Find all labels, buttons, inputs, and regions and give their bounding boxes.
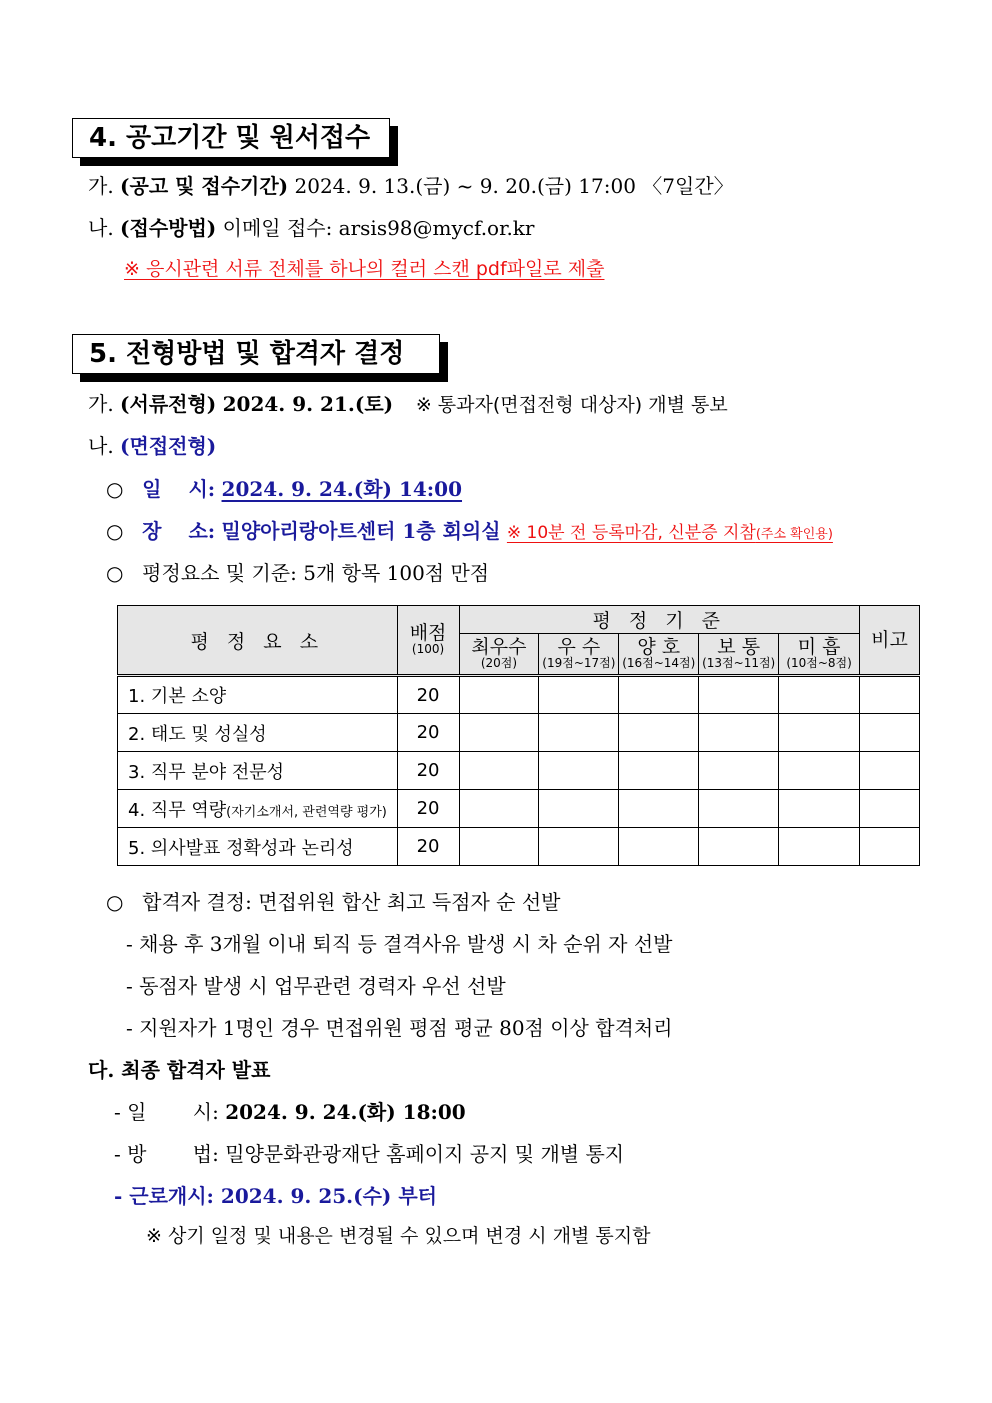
start-date: 2024. 9. 25.(수) 부터 [220,1184,437,1208]
grade-range: (13점~11점) [702,655,776,670]
header-grade [459,634,539,676]
table-row [118,828,920,866]
apply-method-line [88,218,535,238]
cell [459,676,539,714]
table-row [118,676,920,714]
grade-name: 최우수 [471,635,527,658]
row-label [118,714,398,752]
cell [860,790,920,828]
apply-method-value: 이메일 접수: arsis98@mycf.or.kr [222,216,535,240]
cell [539,790,619,828]
item-prefix: 나. [88,434,114,458]
table-row [118,714,920,752]
evaluation-table [117,605,920,866]
final-time-label: - 일 시: [114,1100,219,1124]
header-element: 평 정 요 소 [118,606,398,676]
header-score-total: (100) [411,641,445,656]
section-4-title [72,118,390,158]
table-row [118,752,920,790]
cell [699,676,779,714]
section-4-title-text: 4. 공고기간 및 원서접수 [89,123,371,153]
item-prefix: 가. [88,174,114,198]
row-score: 20 [397,790,459,828]
header-score-label: 배점 [409,621,447,644]
cell [779,828,860,866]
interview-time-value: 2024. 9. 24.(화) 14:00 [221,477,463,501]
row-label-text: 5. 의사발표 정확성과 논리성 [128,837,354,859]
final-method-line [114,1144,624,1164]
document-screening-line [88,394,728,415]
cell [539,752,619,790]
interview-line [88,436,216,456]
interview-time-label: 일 시: [142,477,216,501]
criteria-text: 평정요소 및 기준: 5개 항목 100점 만점 [142,561,490,585]
document-screening-label: (서류전형) [120,392,217,416]
header-criteria: 평 정 기 준 [459,606,860,634]
cell [539,676,619,714]
footer-note: ※ 상기 일정 및 내용은 변경될 수 있으며 변경 시 개별 통지함 [146,1225,651,1247]
row-label [118,828,398,866]
final-time-value: 2024. 9. 24.(화) 18:00 [225,1100,466,1124]
bullet-icon: ○ [106,561,124,585]
cell [459,790,539,828]
start-label: - 근로개시: [114,1184,214,1208]
decision-line [106,892,561,912]
item-prefix: 나. [88,216,114,240]
row-label-text: 1. 기본 소양 [128,686,227,707]
apply-note: ※ 응시관련 서류 전체를 하나의 컬러 스캔 pdf파일로 제출 [124,258,605,280]
row-label [118,790,398,828]
row-label-text: 2. 태도 및 성실성 [128,723,267,745]
recruit-period-label: (공고 및 접수기간) [120,174,289,198]
cell [539,714,619,752]
cell [619,714,699,752]
interview-label: (면접전형) [120,434,217,458]
cell [860,676,920,714]
document-screening-date: 2024. 9. 21.(토) [222,392,394,416]
row-label-text: 4. 직무 역량 [128,799,227,821]
row-label [118,752,398,790]
cell [779,714,860,752]
header-grade [539,634,619,676]
final-method-value: 밀양문화관광재단 홈페이지 공지 및 개별 통지 [225,1142,625,1166]
cell [860,828,920,866]
cell [860,752,920,790]
cell [699,790,779,828]
cell [860,714,920,752]
table-row [118,790,920,828]
cell [619,676,699,714]
recruit-period-line [88,176,734,196]
header-grade [619,634,699,676]
cell [779,676,860,714]
bullet-icon: ○ [106,519,124,543]
cell [459,714,539,752]
bullet-icon: ○ [106,477,124,501]
row-score: 20 [397,828,459,866]
final-method-label: - 방 법: [114,1142,219,1166]
interview-time-line [106,479,462,499]
cell [619,752,699,790]
cell [619,828,699,866]
start-line [114,1186,437,1206]
cell [699,752,779,790]
interview-place-value: 밀양아리랑아트센터 1층 회의실 [221,519,501,543]
header-score [397,606,459,676]
cell [459,828,539,866]
criteria-line [106,563,489,583]
decision-item: - 지원자가 1명인 경우 면접위원 평점 평균 80점 이상 합격처리 [126,1016,673,1040]
cell [539,828,619,866]
bullet-icon: ○ [106,890,124,914]
interview-place-note: ※ 10분 전 등록마감, 신분증 지참 [506,523,756,543]
cell [779,790,860,828]
document-screening-note: ※ 통과자(면접전형 대상자) 개별 통보 [415,394,728,416]
grade-name: 미 흡 [797,635,841,658]
row-label-text: 3. 직무 분야 전문성 [128,761,285,783]
decision-item: - 동점자 발생 시 업무관련 경력자 우선 선발 [126,974,506,998]
grade-name: 보 통 [717,635,761,658]
apply-method-label: (접수방법) [120,216,217,240]
cell [779,752,860,790]
section-5-title [72,334,440,374]
header-grade [779,634,860,676]
cell [699,828,779,866]
interview-place-note-small: (주소 확인용) [755,527,833,542]
grade-name: 양 호 [637,635,681,658]
final-time-line [114,1102,466,1122]
grade-range: (20점) [480,655,518,670]
cell [699,714,779,752]
interview-place-label: 장 소: [142,519,216,543]
recruit-period-value: 2024. 9. 13.(금) ~ 9. 20.(금) 17:00 〈7일간〉 [294,174,734,198]
row-label [118,676,398,714]
grade-range: (16점~14점) [622,655,696,670]
header-grade [699,634,779,676]
final-announcement-title: 다. 최종 합격자 발표 [88,1058,271,1082]
grade-range: (19점~17점) [542,655,616,670]
row-score: 20 [397,714,459,752]
grade-range: (10점~8점) [786,655,852,670]
decision-text: 합격자 결정: 면접위원 합산 최고 득점자 순 선발 [142,890,561,914]
header-note: 비고 [860,606,920,676]
cell [619,790,699,828]
decision-item: - 채용 후 3개월 이내 퇴직 등 결격사유 발생 시 차 순위 자 선발 [126,932,673,956]
section-5-title-text: 5. 전형방법 및 합격자 결정 [89,339,405,369]
item-prefix: 가. [88,392,114,416]
grade-name: 우 수 [557,635,601,658]
row-score: 20 [397,676,459,714]
row-score: 20 [397,752,459,790]
cell [459,752,539,790]
row-label-small: (자기소개서, 관련역량 평가) [226,804,387,820]
interview-place-line [106,521,833,542]
